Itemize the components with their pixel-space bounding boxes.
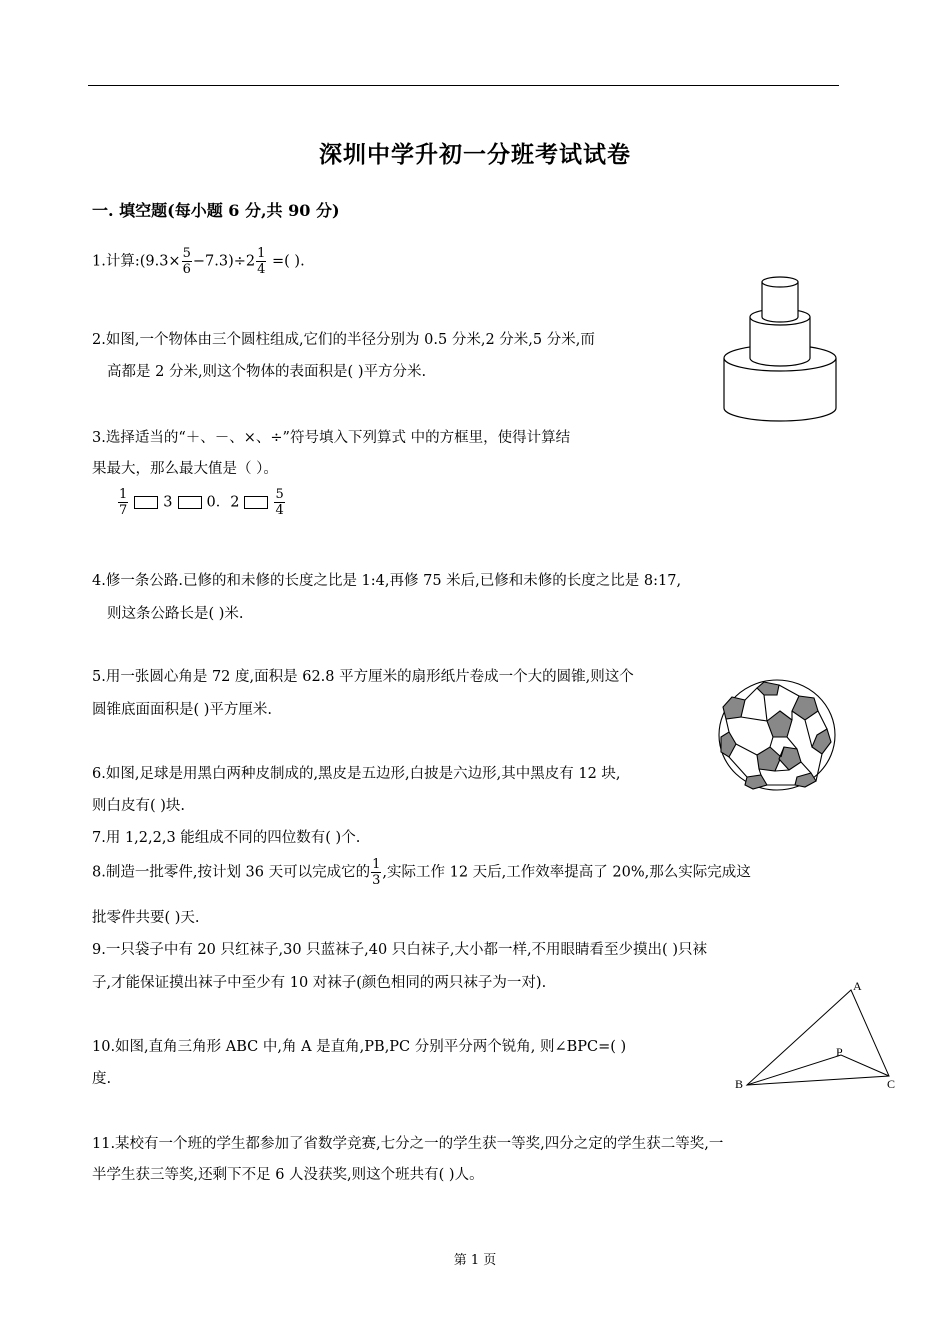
question-8-line-1: 8.制造一批零件,按计划 36 天可以完成它的 $\frac{1}{3}$ ,实际工作 12 天后,工作效率提高了 20%,那么实际完成这: [92, 857, 751, 888]
header-rule: [88, 85, 839, 86]
question-3-line-1: 3.选择适当的“＋、－、×、÷”符号填入下列算式 中的方框里，使得计算结: [92, 430, 571, 446]
fraction: $\frac{1}{4}$: [257, 246, 266, 277]
question-11-line-1: 11.某校有一个班的学生都参加了省数学竞赛,七分之一的学生获一等奖,四分之定的学生获二等奖,一: [92, 1136, 724, 1152]
question-6-line-1: 6.如图,足球是用黑白两种皮制成的,黑皮是五边形,白披是六边形,其中黑皮有 12 块,: [92, 766, 621, 782]
question-1: 1.计算:(9.3× $\frac{5}{6}$ −7.3)÷2 $\frac{1}{4}$ =( ).: [92, 246, 305, 277]
question-4-line-2: 则这条公路长是( )米.: [107, 606, 244, 622]
question-5-line-1: 5.用一张圆心角是 72 度,面积是 62.8 平方厘米的扇形纸片卷成一个大的圆锥,则这个: [92, 669, 634, 685]
operator-box: [244, 496, 268, 509]
question-2-line-1: 2.如图,一个物体由三个圆柱组成,它们的半径分别为 0.5 分米,2 分米,5 分米,而: [92, 332, 595, 348]
operator-box: [134, 496, 158, 509]
question-2-line-2: 高都是 2 分米,则这个物体的表面积是( )平方分米.: [107, 364, 427, 380]
vertex-c-label: C: [887, 1077, 896, 1091]
vertex-b-label: B: [735, 1077, 744, 1091]
fraction: $\frac{5}{6}$: [182, 246, 191, 277]
stacked-cylinders-figure: [718, 270, 843, 430]
fraction: $\frac{1}{3}$: [372, 857, 381, 888]
fraction: $\frac{5}{4}$: [275, 487, 284, 518]
question-8-line-2: 批零件共要( )天.: [92, 910, 200, 926]
question-11-line-2: 半学生获三等奖,还剩下不足 6 人没获奖,则这个班共有( )人。: [92, 1167, 484, 1183]
question-3-line-2: 果最大，那么最大值是（ ）。: [92, 461, 278, 477]
question-9-line-2: 子,才能保证摸出袜子中至少有 10 对袜子(颜色相同的两只袜子为一对).: [92, 975, 547, 991]
page-title: 深圳中学升初一分班考试试卷: [319, 141, 631, 168]
vertex-a-label: A: [853, 979, 862, 993]
question-10-line-1: 10.如图,直角三角形 ABC 中,角 A 是直角,PB,PC 分别平分两个锐角, 则∠BPC=( ): [92, 1039, 627, 1055]
page-number: 第 1 页: [453, 1253, 497, 1268]
question-5-line-2: 圆锥底面面积是( )平方厘米.: [92, 702, 273, 718]
question-7: 7.用 1,2,2,3 能组成不同的四位数有( )个.: [92, 830, 361, 846]
point-p-label: P: [836, 1045, 843, 1059]
triangle-figure: [730, 978, 905, 1098]
question-9-line-1: 9.一只袋子中有 20 只红袜子,30 只蓝袜子,40 只白袜子,大小都一样,不用眼睛看至少摸出( )只袜: [92, 942, 707, 958]
section-heading: 一. 填空题(每小题 6 分,共 90 分): [92, 201, 340, 220]
operator-box: [178, 496, 202, 509]
question-4-line-1: 4.修一条公路.已修的和未修的长度之比是 1:4,再修 75 米后,已修和未修的长度之比是 8:17,: [92, 573, 682, 589]
question-10-line-2: 度.: [92, 1071, 112, 1087]
question-3-expression: $\frac{1}{7}$ 3 0．2 $\frac{5}{4}$: [119, 487, 284, 518]
soccer-ball-figure: [717, 677, 839, 793]
fraction: $\frac{1}{7}$: [119, 487, 128, 518]
question-6-line-2: 则白皮有( )块.: [92, 798, 186, 814]
